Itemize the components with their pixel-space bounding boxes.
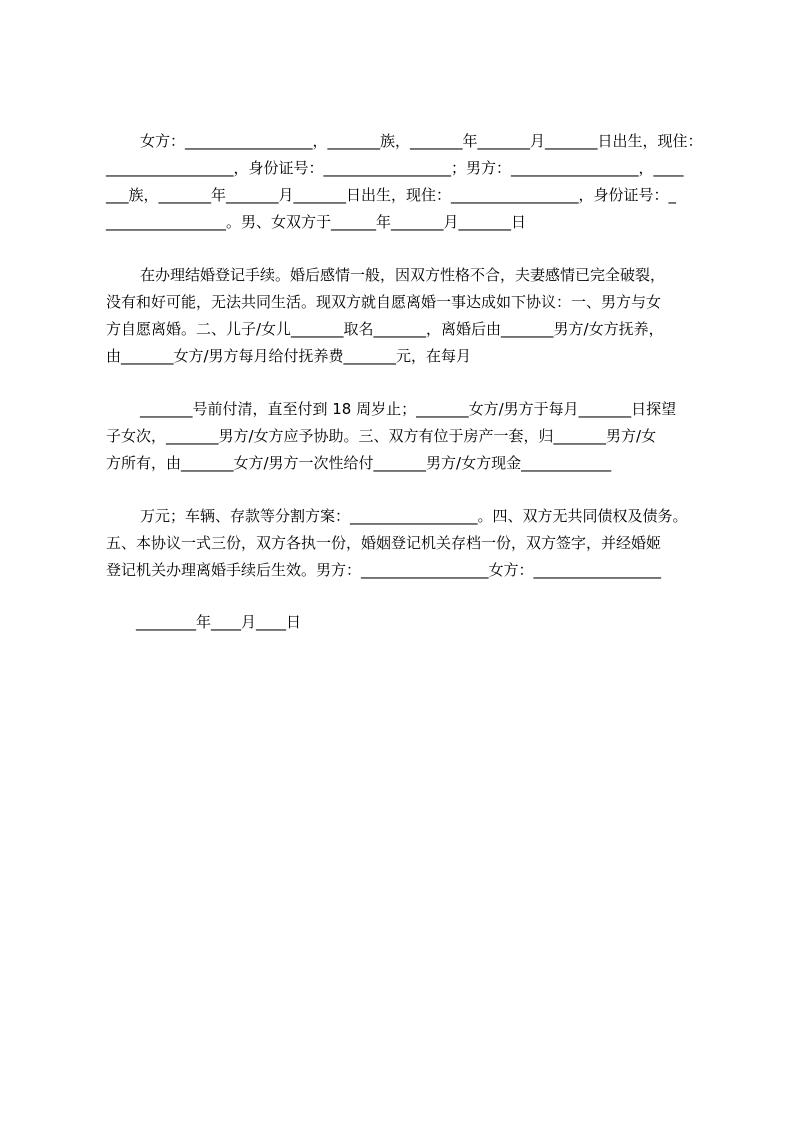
date-line: ________年____月____日 <box>136 613 302 631</box>
paragraph3-line1: _______号前付清，直至付到 18 周岁止；_______女方/男方于每月_______日探望 <box>140 400 677 418</box>
paragraph2-line4: 由_______女方/男方每月给付抚养费_______元，在每月 <box>106 347 472 365</box>
paragraph3-line2: 子女次，_______男方/女方应予协助。三、双方有位于房产一套，归_______男方/女 <box>106 427 657 445</box>
paragraph4-line3: 登记机关办理离婚手续后生效。男方：_________________女方：_________________ <box>106 561 662 579</box>
paragraph1-line4: ________________。男、女双方于______年_______月_______日 <box>106 213 527 231</box>
paragraph2-line3: 方自愿离婚。二、儿子/女儿_______取名_______，离婚后由_______男方/女方抚养， <box>106 320 664 338</box>
paragraph1-line1: 女方：_________________，_______族，_______年_______月_______日出生，现住： <box>140 132 703 150</box>
paragraph2-line1: 在办理结婚登记手续。婚后感情一般，因双方性格不合，夫妻感情已完全破裂， <box>140 266 666 284</box>
paragraph1-line2: _________________，身份证号：_________________；男方：_________________，____ <box>106 159 684 177</box>
paragraph4-line2: 五、本协议一式三份，双方各执一份，婚姻登记机关存档一份，双方签字，并经婚姬 <box>106 534 662 552</box>
paragraph4-line1: 万元；车辆、存款等分割方案：_________________。四、双方无共同债权及债务。 <box>140 507 688 525</box>
paragraph2-line2: 没有和好可能，无法共同生活。现双方就自愿离婚一事达成如下协议：一、男方与女 <box>106 293 662 311</box>
paragraph3-line3: 方所有，由_______女方/男方一次性给付_______男方/女方现金____________ <box>106 454 612 472</box>
paragraph1-line3: ___族，_______年_______月_______日出生，现住：_________________，身份证号：_ <box>106 186 677 204</box>
